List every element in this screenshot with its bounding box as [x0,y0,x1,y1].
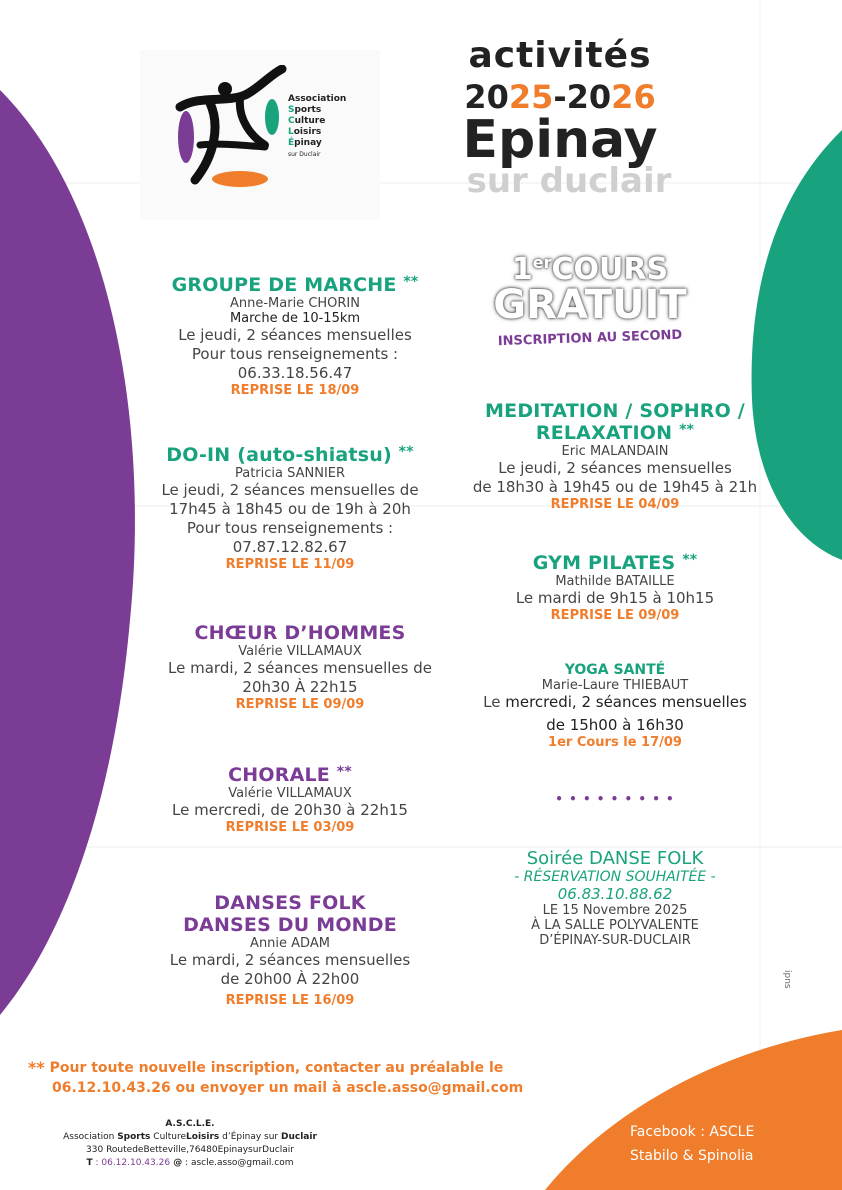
footer-name-part: Association [63,1132,118,1142]
city-subtitle: sur duclair [466,161,672,201]
activity-schedule: Le mardi de 9h15 à 10h15 [515,589,715,607]
activity-title: DANSES DU MONDE [183,914,397,936]
schedule-part: Le [483,693,506,711]
promo-er: er [532,253,552,272]
footer-name-part: Culture [150,1132,187,1142]
footer-acronym: A.S.C.L.E. [165,1119,215,1129]
activity-reprise: REPRISE LE 09/09 [550,608,680,623]
event-place: D’ÉPINAY-SUR-DUCLAIR [539,933,691,948]
activity-reprise: REPRISE LE 18/09 [230,383,360,398]
footer-address: 330 RoutedeBetteville,76480EpinaysurDuclair [86,1145,294,1155]
activity-title: DANSES FOLK [214,892,366,914]
activity-schedule: Le jeudi, 2 séances mensuelles de [161,481,419,499]
footer-phone-email [40,1157,340,1170]
footer-name-part: d’Épinay sur [219,1132,281,1142]
activity-schedule: 17h45 à 18h45 ou de 19h à 20h [169,500,411,518]
city-title: Epinay [462,110,658,170]
folk-event [440,848,790,948]
activity-schedule: Le mardi, 2 séances mensuelles [169,951,411,969]
note-line: 06.12.10.43.26 ou envoyer un mail à ascle.asso@gmail.com [52,1080,524,1096]
activity-schedule: Le mardi, 2 séances mensuelles de [168,659,432,677]
logo-initial: S [288,105,295,115]
activity-person: Anne-Marie CHORIN [229,296,360,311]
activity-chorale [125,764,455,835]
activity-title-text: GYM PILATES [532,552,676,574]
activity-reprise: REPRISE LE 09/09 [235,697,365,712]
social-names: Stabilo & Spinolia [630,1148,754,1164]
promo-cours: COURS [551,252,669,287]
activity-title [125,764,455,786]
logo-line: sur Duclair [288,151,321,158]
activity-title-text: GROUPE DE MARCHE [171,274,397,296]
activity-title [440,422,790,444]
event-title: Soirée DANSE FOLK [526,848,704,869]
footer-email[interactable]: : ascle.asso@gmail.com [182,1158,294,1168]
activity-title [140,274,450,296]
year-part: 20 [464,78,509,116]
footer-phone: : 06.12.10.43.26 [92,1158,171,1168]
stars-marker: ** [336,764,352,780]
stars-marker: ** [398,444,414,460]
activity-phone: 07.87.12.82.67 [232,538,348,556]
activity-schedule: de 15h00 à 16h30 [546,716,684,734]
activity-schedule [440,693,790,712]
activity-reprise: REPRISE LE 04/09 [550,497,680,512]
promo-badge [480,248,700,350]
activity-person: Patricia SANNIER [234,466,346,481]
activity-schedule: 20h30 À 22h15 [242,678,358,696]
header [440,35,680,201]
note-line [28,1058,548,1078]
activity-meditation [440,400,790,512]
year-sep: - [553,78,567,116]
activity-title: YOGA SANTÉ [564,662,666,678]
stars-marker: ** [403,274,419,290]
activity-title-text: RELAXATION [535,422,673,444]
activity-reprise: REPRISE LE 16/09 [225,993,355,1008]
activity-schedule: Le jeudi, 2 séances mensuelles [498,459,732,477]
activity-person: Eric MALANDAIN [561,444,669,459]
logo-text [288,94,346,160]
logo-line: Épinay [288,138,322,148]
year-part: 20 [566,78,612,116]
logo-line: Association [288,94,347,104]
activity-reprise: 1er Cours le 17/09 [548,735,682,750]
logo-line: Loisirs [288,127,322,137]
activity-reprise: REPRISE LE 11/09 [225,557,355,572]
activity-marche [140,274,450,398]
event-place: À LA SALLE POLYVALENTE [531,918,699,933]
facebook-link[interactable]: Facebook : ASCLE [630,1124,755,1140]
activity-person: Annie ADAM [250,936,330,951]
stars-marker: ** [682,552,698,568]
activity-phone: 06.33.18.56.47 [237,364,353,382]
footer-name [40,1131,340,1144]
activity-title: MEDITATION / SOPHRO / [485,400,745,422]
activity-schedule: de 18h30 à 19h45 ou de 19h45 à 21h [472,478,758,496]
activity-reprise: REPRISE LE 03/09 [225,820,355,835]
activity-danses [125,892,455,1008]
logo [140,50,380,220]
logo-initial: C [288,116,295,126]
activity-yoga [440,662,790,750]
activity-person: Marie-Laure THIEBAUT [541,678,689,693]
promo-number: 1 [511,252,533,287]
logo-initial: É [288,138,295,148]
activity-schedule: Le jeudi, 2 séances mensuelles [178,326,412,344]
logo-line: Culture [288,116,326,126]
activity-title-text: DO-IN (auto-shiatsu) [166,444,392,466]
activity-title [135,444,445,466]
activity-person: Mathilde BATAILLE [555,574,675,589]
footer-name-part: Duclair [281,1132,317,1142]
activity-pilates [440,552,790,623]
activity-choeur [135,622,465,712]
activity-info: Pour tous renseignements : [186,519,394,537]
purple-arc [0,90,135,1015]
activity-title [440,552,790,574]
registration-note [28,1058,548,1098]
activity-title-text: CHORALE [228,764,330,786]
event-phone: 06.83.10.88.62 [557,885,673,903]
promo-gratuit: GRATUIT [493,282,687,328]
footer-name-part: Sports [117,1132,151,1142]
year-part-accent: 25 [508,78,554,116]
activity-person: Valérie VILLAMAUX [228,786,352,801]
note-text: Pour toute nouvelle inscription, contacter au préalable le [49,1060,504,1076]
activity-detail: Marche de 10-15km [229,311,361,326]
activity-schedule: de 20h00 À 22h00 [220,970,360,988]
logo-initial: L [288,127,294,137]
promo-inscription: INSCRIPTION AU SECOND [497,327,683,350]
schedule-part: mercredi, 2 séances mensuelles [505,693,747,711]
logo-figure-icon [170,65,300,195]
ipns-mark: ipns [782,970,792,989]
year-part-accent: 26 [611,78,656,116]
promo-first-course [480,248,700,285]
dotted-separator: • • • • • • • • • [555,792,675,806]
activity-person: Valérie VILLAMAUX [238,644,362,659]
footer-contact [40,1118,340,1170]
activity-schedule: Le mercredi, de 20h30 à 22h15 [172,801,408,819]
stars-marker: ** [28,1058,45,1077]
logo-line: Sports [288,105,322,115]
event-date: LE 15 Novembre 2025 [542,903,688,918]
social-links [630,1120,754,1168]
activity-title: CHŒUR D’HOMMES [194,622,406,644]
footer-at-label: @ [170,1158,183,1168]
footer-name-part: Loisirs [186,1132,220,1142]
event-reservation: - RÉSERVATION SOUHAITÉE - [514,869,716,885]
footer-t-label: T [86,1158,93,1168]
activity-doin [135,444,445,572]
activites-title: activités [468,35,652,76]
activity-info: Pour tous renseignements : [191,345,399,363]
stars-marker: ** [679,422,695,438]
